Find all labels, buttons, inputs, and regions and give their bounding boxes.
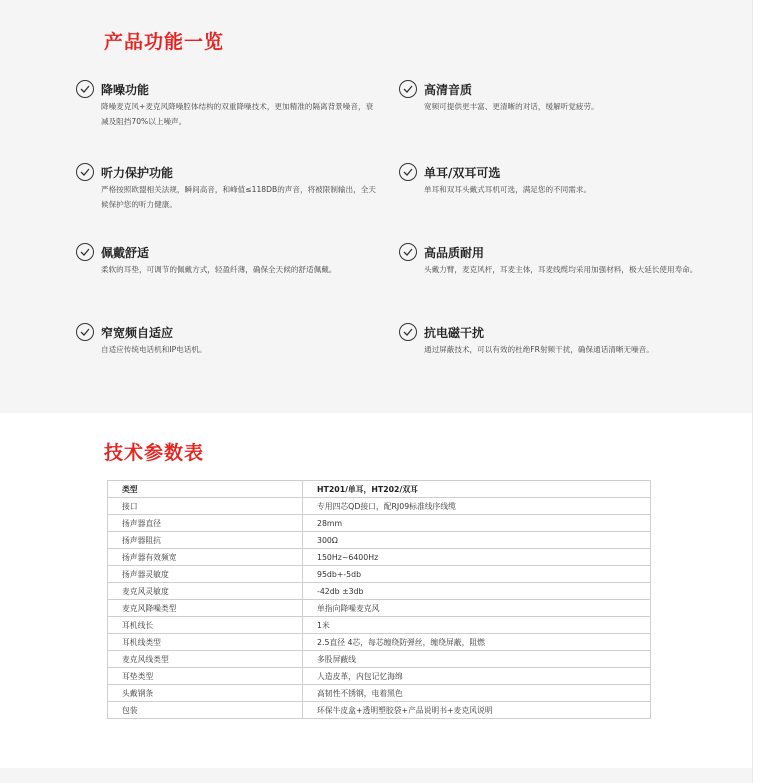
spec-label: 耳机线长 [108,617,303,634]
spec-value: -42db ±3db [303,583,651,600]
table-row [108,498,651,515]
spec-value: 2.5直径 4芯，每芯缠绕防弹丝，缠绕屏蔽，阻燃 [303,634,651,651]
spec-label: 扬声器有效频宽 [108,549,303,566]
feature-title: 听力保护功能 [101,166,174,180]
spec-value: 300Ω [303,532,651,549]
spec-value: 150Hz~6400Hz [303,549,651,566]
spec-value: 单指向降噪麦克风 [303,600,651,617]
table-row [108,685,651,702]
spec-label: 麦克风线类型 [108,651,303,668]
table-row [108,702,651,719]
feature-title: 窄宽频自适应 [101,326,174,340]
feature-title: 降噪功能 [101,83,150,97]
spec-value: 人造皮革，内包记忆海绵 [303,668,651,685]
spec-value: 28mm [303,515,651,532]
spec-header-row [108,481,651,498]
feature-description: 自适应传统电话机和IP电话机。 [101,345,207,354]
table-row [108,532,651,549]
check-circle-icon [399,163,417,181]
feature-description: 宽频可提供更丰富、更清晰的对话，缓解听觉疲劳。 [424,102,599,111]
spec-value: 高韧性不锈钢，电着黑色 [303,685,651,702]
spec-label: 扬声器阻抗 [108,532,303,549]
check-circle-icon [399,243,417,261]
table-row [108,515,651,532]
spec-label: 扬声器直径 [108,515,303,532]
feature-description: 通过屏蔽技术，可以有效的杜绝FR射频干扰，确保通话清晰无噪音。 [424,345,654,354]
check-circle-icon [76,163,94,181]
spec-label: 麦克风降噪类型 [108,600,303,617]
feature-description: 严格按照欧盟相关法规，瞬间高音，和峰值≤118DB的声音，将被限制输出，全天候保护您的听力健康。 [101,185,376,209]
spec-label: 头戴钢条 [108,685,303,702]
spec-label: 麦克风灵敏度 [108,583,303,600]
check-circle-icon [76,80,94,98]
spec-value: 1米 [303,617,651,634]
spec-header-cell: HT201/单耳，HT202/双耳 [303,481,651,498]
check-circle-icon [76,323,94,341]
table-row [108,549,651,566]
spec-label: 接口 [108,498,303,515]
right-scroll-strip [752,0,760,783]
feature-title: 单耳/双耳可选 [424,166,501,180]
spec-table [107,480,651,719]
table-row [108,566,651,583]
feature-description: 柔软的耳垫，可调节的佩戴方式，轻盈纤薄，确保全天候的舒适佩戴。 [101,265,337,274]
spec-header-cell: 类型 [108,481,303,498]
table-row [108,600,651,617]
feature-title: 高品质耐用 [424,246,485,260]
spec-value: 多股屏蔽线 [303,651,651,668]
check-circle-icon [76,243,94,261]
spec-value: 专用四芯QD接口，配RJ09标准线序线缆 [303,498,651,515]
feature-title: 佩戴舒适 [101,246,150,260]
feature-title: 高清音质 [424,83,473,97]
feature-title: 抗电磁干扰 [424,326,485,340]
table-row [108,668,651,685]
feature-description: 单耳和双耳头戴式耳机可选，满足您的不同需求。 [424,185,592,194]
feature-description: 降噪麦克风+麦克风降噪腔体结构的双重降噪技术，更加精准的隔离背景噪音，衰减及阻挡70%以上噪声。 [101,102,374,126]
bottom-divider [0,768,752,783]
table-row [108,583,651,600]
features-title: 产品功能一览 [104,31,225,53]
spec-value: 环保牛皮盒+透明塑胶袋+产品说明书+麦克风说明 [303,702,651,719]
check-circle-icon [399,80,417,98]
check-circle-icon [399,323,417,341]
spec-value: 95db+-5db [303,566,651,583]
table-row [108,651,651,668]
table-row [108,634,651,651]
table-row [108,617,651,634]
feature-description: 头戴力臂，麦克风杆，耳麦主体，耳麦线缆均采用加强材料，极大延长使用寿命。 [424,265,698,274]
spec-label: 耳机线类型 [108,634,303,651]
spec-title: 技术参数表 [104,442,205,464]
spec-label: 包装 [108,702,303,719]
spec-label: 耳垫类型 [108,668,303,685]
spec-label: 扬声器灵敏度 [108,566,303,583]
